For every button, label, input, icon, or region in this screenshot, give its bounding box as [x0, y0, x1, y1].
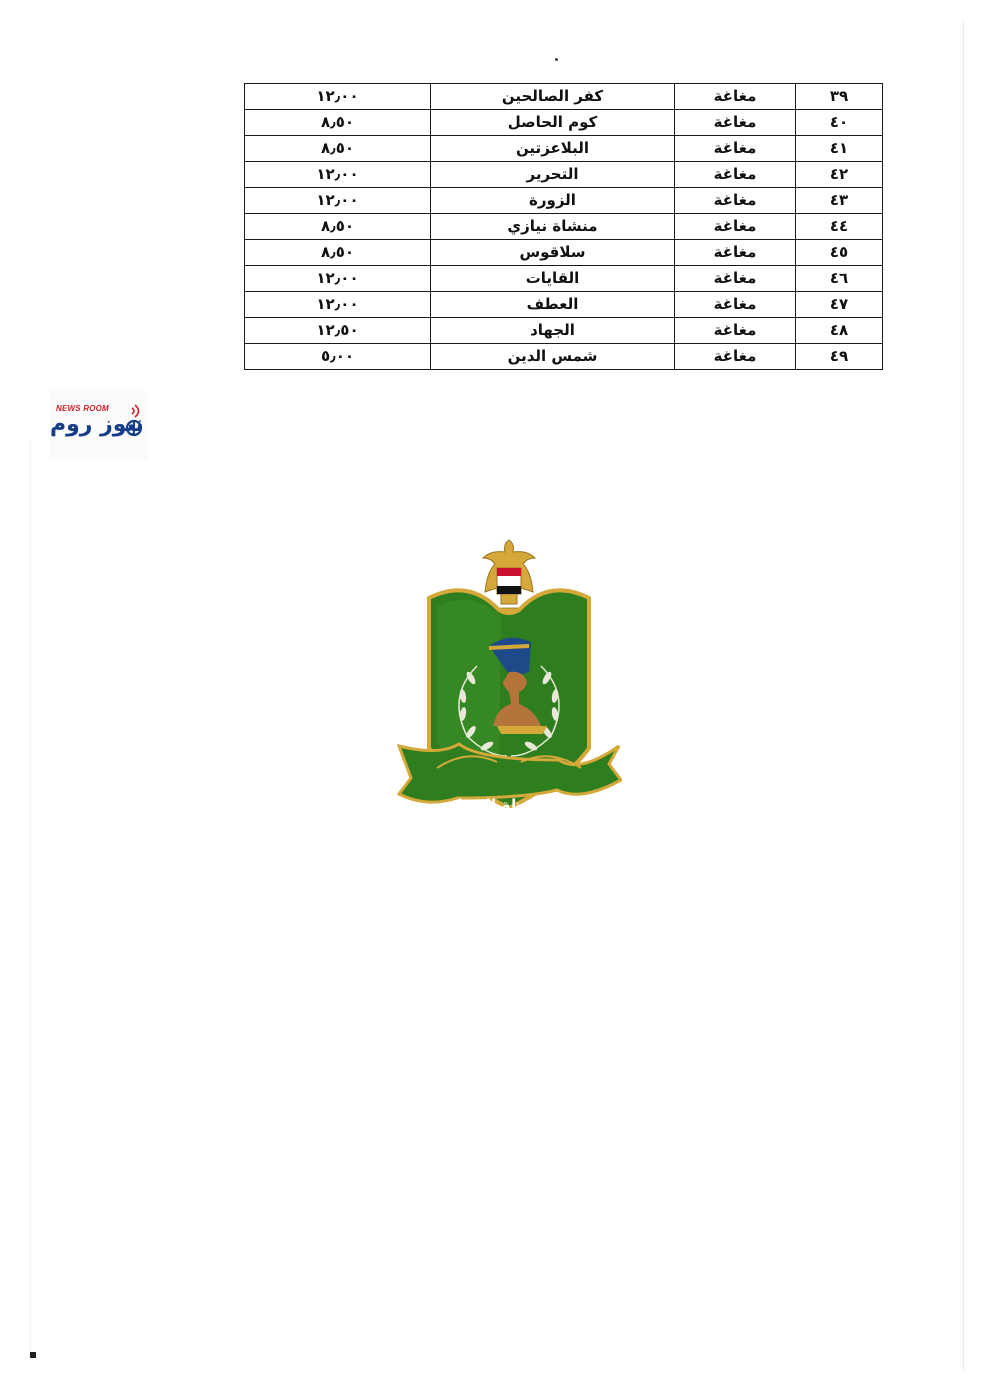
row-number: ٤٥: [796, 240, 883, 266]
table-row: [245, 188, 883, 214]
row-value: ١٢٫٠٠: [245, 188, 431, 214]
watermark-main-text: نيوز روم: [50, 412, 144, 437]
row-value: ١٢٫٠٠: [245, 266, 431, 292]
row-village: القايات: [431, 266, 675, 292]
row-village: البلاعزتين: [431, 136, 675, 162]
villages-table: [244, 83, 883, 370]
row-center: مغاغة: [675, 344, 796, 370]
table-row: [245, 266, 883, 292]
row-value: ١٢٫٠٠: [245, 162, 431, 188]
row-village: التحرير: [431, 162, 675, 188]
row-value: ٨٫٥٠: [245, 240, 431, 266]
row-village: الجهاد: [431, 318, 675, 344]
table-row: [245, 214, 883, 240]
table-row: [245, 344, 883, 370]
row-value: ١٢٫٠٠: [245, 292, 431, 318]
row-center: مغاغة: [675, 266, 796, 292]
table-row: [245, 162, 883, 188]
row-value: ١٢٫٥٠: [245, 318, 431, 344]
emblem-caption: محافظة المنيا: [457, 796, 561, 814]
row-value: ٨٫٥٠: [245, 110, 431, 136]
scan-speck: [555, 58, 558, 61]
microphone-icon: [112, 402, 142, 442]
news-room-watermark: [50, 390, 148, 460]
row-village: منشاة نيازي: [431, 214, 675, 240]
row-number: ٤١: [796, 136, 883, 162]
table-row: [245, 240, 883, 266]
row-center: مغاغة: [675, 110, 796, 136]
row-number: ٤٧: [796, 292, 883, 318]
page-edge: [30, 440, 31, 1360]
page-edge: [963, 20, 964, 1370]
row-value: ٥٫٠٠: [245, 344, 431, 370]
row-village: كفر الصالحين: [431, 84, 675, 110]
row-center: مغاغة: [675, 136, 796, 162]
row-center: مغاغة: [675, 240, 796, 266]
table-row: [245, 318, 883, 344]
row-number: ٤٩: [796, 344, 883, 370]
row-number: ٤٣: [796, 188, 883, 214]
table-row: [245, 110, 883, 136]
row-village: شمس الدين: [431, 344, 675, 370]
row-center: مغاغة: [675, 162, 796, 188]
scan-speck: [30, 1352, 36, 1358]
row-number: ٤٨: [796, 318, 883, 344]
row-village: سلاقوس: [431, 240, 675, 266]
minya-governorate-emblem: [397, 538, 622, 828]
row-center: مغاغة: [675, 188, 796, 214]
row-center: مغاغة: [675, 214, 796, 240]
row-center: مغاغة: [675, 84, 796, 110]
row-village: كوم الحاصل: [431, 110, 675, 136]
row-value: ٨٫٥٠: [245, 136, 431, 162]
row-number: ٤٠: [796, 110, 883, 136]
row-number: ٤٦: [796, 266, 883, 292]
row-value: ١٢٫٠٠: [245, 84, 431, 110]
row-center: مغاغة: [675, 318, 796, 344]
row-center: مغاغة: [675, 292, 796, 318]
row-village: العطف: [431, 292, 675, 318]
row-village: الزورة: [431, 188, 675, 214]
table-row: [245, 84, 883, 110]
row-number: ٤٢: [796, 162, 883, 188]
row-number: ٣٩: [796, 84, 883, 110]
watermark-small-text: NEWS ROOM: [56, 404, 109, 413]
row-number: ٤٤: [796, 214, 883, 240]
table-row: [245, 136, 883, 162]
table-row: [245, 292, 883, 318]
row-value: ٨٫٥٠: [245, 214, 431, 240]
